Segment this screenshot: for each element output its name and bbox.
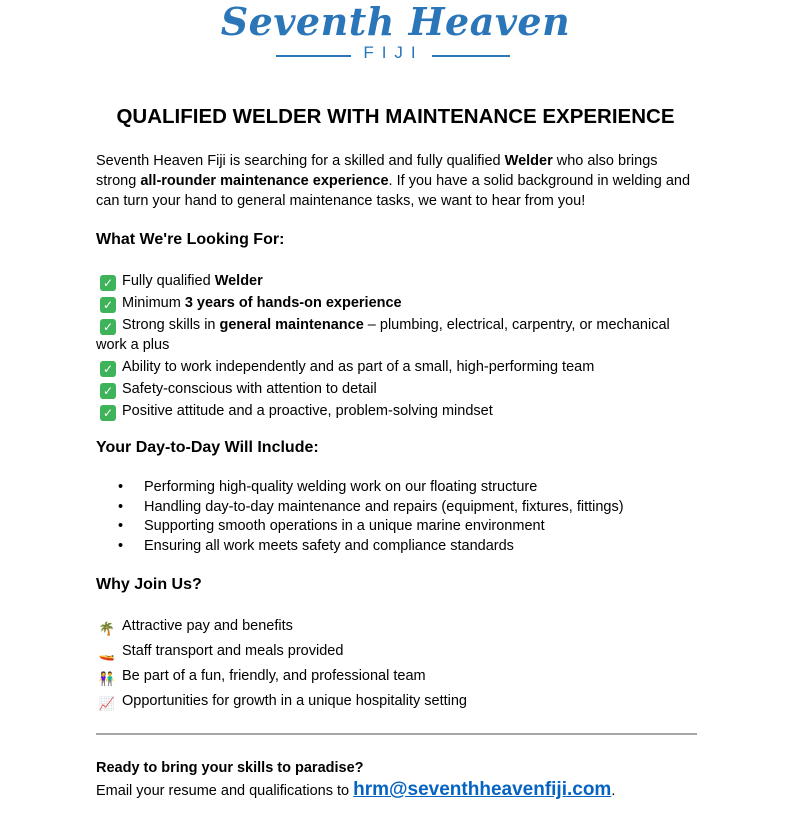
boat-icon: 🚤 <box>98 647 116 662</box>
item-post: – plumbing, electrical, carpentry, or mechanical work a plus <box>96 317 670 353</box>
check-icon: ✓ <box>100 275 116 291</box>
list-item <box>96 401 696 421</box>
bullet: • <box>118 538 124 554</box>
item-text: Attractive pay and benefits <box>122 618 293 634</box>
item-pre: Safety-conscious with attention to detail <box>122 381 377 397</box>
item-pre: Ability to work independently and as part of a small, high-performing team <box>122 359 595 375</box>
intro-text-1: Seventh Heaven Fiji is searching for a skilled and fully qualified <box>96 153 505 169</box>
section-heading-day-to-day: Your Day-to-Day Will Include: <box>96 439 319 456</box>
list-item <box>118 497 624 517</box>
intro-text-3: . If you have a solid background in welding and can turn your hand to general maintenance tasks, we want to hear from you! <box>96 173 691 209</box>
chart-increasing-icon: 📈 <box>98 697 116 712</box>
check-icon: ✓ <box>100 383 116 399</box>
page-title: QUALIFIED WELDER WITH MAINTENANCE EXPERIENCE <box>116 105 675 128</box>
list-item <box>96 379 696 399</box>
item-text: Opportunities for growth in a unique hospitality setting <box>122 693 467 709</box>
list-item <box>96 666 696 689</box>
item-pre: Fully qualified <box>122 273 215 289</box>
cta-text: Email your resume and qualifications to <box>96 783 354 799</box>
section-heading-looking: What We're Looking For: <box>96 231 285 248</box>
item-text: Performing high-quality welding work on our floating structure <box>144 479 538 495</box>
item-text: Supporting smooth operations in a unique marine environment <box>144 518 545 534</box>
item-bold: 3 years of hands-on experience <box>184 295 402 311</box>
logo-line-left <box>276 55 351 57</box>
list-item <box>96 357 696 377</box>
intro-paragraph <box>96 151 696 211</box>
check-icon: ✓ <box>100 297 116 313</box>
divider <box>96 733 697 735</box>
intro-bold-2: all-rounder maintenance experience <box>140 173 389 189</box>
logo-name: Seventh Heaven <box>220 0 571 44</box>
benefits-list <box>96 616 696 714</box>
check-icon: ✓ <box>100 361 116 377</box>
item-pre: Strong skills in <box>122 317 220 333</box>
item-pre: Positive attitude and a proactive, problem-solving mindset <box>122 403 493 419</box>
bullet: • <box>118 479 124 495</box>
logo-line-right <box>432 55 510 57</box>
item-bold: Welder <box>214 273 263 289</box>
bullet: • <box>118 499 124 515</box>
list-item <box>96 293 696 313</box>
section-heading-why-join: Why Join Us? <box>96 576 202 593</box>
cta-line <box>96 778 615 803</box>
intro-text-2: who also brings strong <box>96 153 658 189</box>
list-item <box>96 315 696 355</box>
requirements-list <box>96 271 696 421</box>
cta-heading: Ready to bring your skills to paradise? <box>96 760 364 776</box>
item-text: Staff transport and meals provided <box>122 643 344 659</box>
check-icon: ✓ <box>100 405 116 421</box>
item-pre: Minimum <box>122 295 185 311</box>
company-logo <box>0 0 791 70</box>
item-text: Be part of a fun, friendly, and professional team <box>122 668 426 684</box>
bullet: • <box>118 518 124 534</box>
list-item <box>118 536 514 556</box>
list-item <box>96 691 696 714</box>
logo-subtitle: FIJI <box>363 43 424 62</box>
people-icon: 👫 <box>98 672 116 687</box>
list-item <box>96 641 696 664</box>
cta-end: . <box>611 783 616 799</box>
duties-list <box>96 477 696 557</box>
item-text: Ensuring all work meets safety and compliance standards <box>144 538 514 554</box>
palm-tree-icon: 🌴 <box>98 622 116 637</box>
email-link[interactable]: hrm@seventhheavenfiji.com <box>353 779 612 800</box>
list-item <box>96 271 696 291</box>
list-item <box>118 477 537 497</box>
list-item <box>118 516 545 536</box>
list-item <box>96 616 696 639</box>
item-bold: general maintenance <box>219 317 364 333</box>
check-icon: ✓ <box>100 319 116 335</box>
intro-bold-1: Welder <box>504 153 553 169</box>
item-text: Handling day-to-day maintenance and repairs (equipment, fixtures, fittings) <box>144 499 624 515</box>
